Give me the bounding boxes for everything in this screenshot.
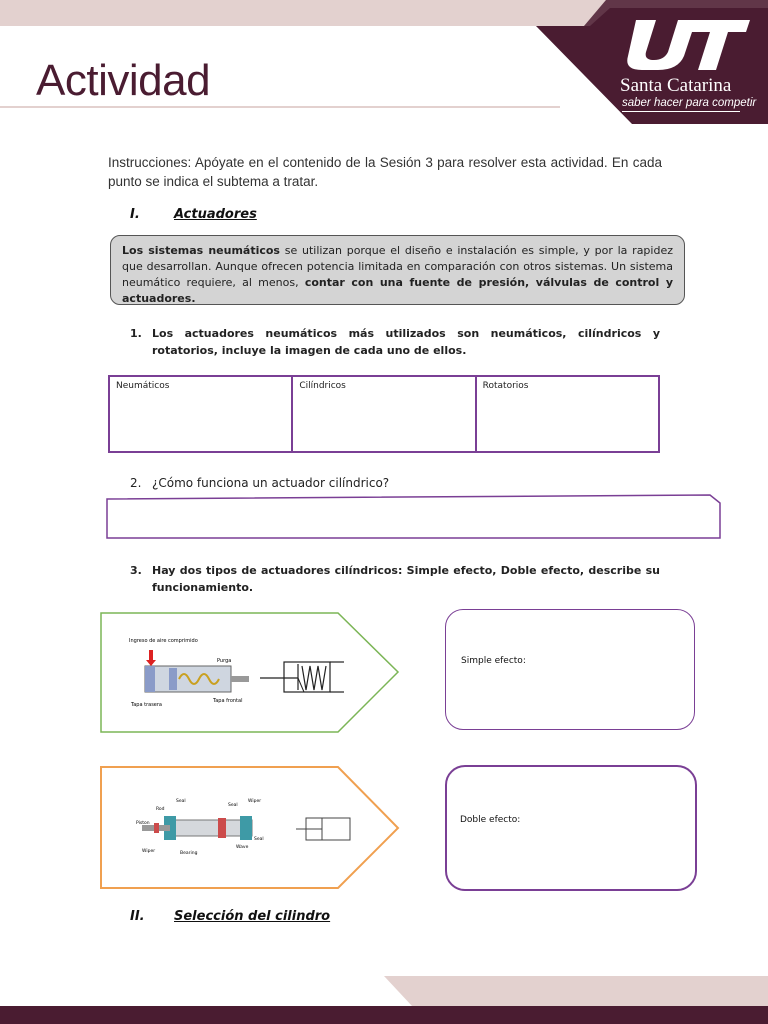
info-bold-2: contar con una fuente de presión, válvulas de control y actuadores. — [122, 276, 673, 305]
question-number: 1. — [130, 327, 142, 340]
fig2-label-seal-2: Seal — [228, 803, 238, 808]
fig1-label-purga: Purga — [217, 658, 232, 664]
question-text: Hay dos tipos de actuadores cilíndricos: Simple efecto, Doble efecto, describe su funcionamiento. — [152, 564, 660, 594]
header-divider — [0, 106, 560, 108]
section-title: Actuadores — [174, 207, 257, 222]
fig2-label-wave: Wave — [236, 845, 249, 850]
section-number: I. — [130, 207, 140, 222]
double-cylinder-icon — [136, 794, 270, 860]
simple-effect-symbol-icon — [260, 656, 346, 700]
double-effect-label: Doble efecto: — [460, 815, 521, 825]
fig1-label-ingreso: Ingreso de aire comprimido — [129, 638, 198, 644]
info-box — [110, 235, 685, 305]
simple-effect-answer-box[interactable] — [445, 609, 695, 730]
section-heading-seleccion — [130, 909, 330, 924]
fig2-label-piston: Piston — [136, 821, 150, 826]
section-number: II. — [130, 909, 145, 924]
fig2-label-seal-3: Seal — [254, 837, 264, 842]
fig1-label-tapa-trasera: Tapa trasera — [131, 702, 162, 708]
actuators-table — [108, 375, 660, 453]
question-2 — [130, 475, 660, 492]
logo-name: Santa Catarina — [620, 75, 732, 96]
info-bold-1: Los sistemas neumáticos — [122, 244, 280, 257]
question-1 — [130, 325, 660, 359]
simple-cylinder-icon — [125, 636, 255, 710]
question-3 — [130, 562, 660, 596]
fig2-label-seal: Seal — [176, 799, 186, 804]
fig2-label-rod: Rod — [156, 807, 165, 812]
table-cell-neumaticos[interactable]: Neumáticos — [110, 377, 293, 451]
section-title: Selección del cilindro — [174, 909, 331, 924]
double-effect-answer-box[interactable] — [445, 765, 697, 891]
instructions: Instrucciones: Apóyate en el contenido de la Sesión 3 para resolver esta actividad. En cada punto se indica el subtema a tratar. — [108, 155, 662, 189]
simple-effect-label: Simple efecto: — [461, 656, 526, 666]
fig2-label-wiper: Wiper — [142, 849, 156, 854]
logo-tagline: saber hacer para competir — [622, 97, 757, 109]
fig1-label-tapa-frontal: Tapa frontal — [213, 698, 243, 704]
table-cell-cilindricos[interactable]: Cilíndricos — [293, 377, 476, 451]
section-heading-actuadores — [130, 207, 257, 222]
answer-box-q2[interactable] — [104, 493, 724, 541]
question-number: 2. — [130, 476, 142, 490]
footer-band — [0, 1006, 768, 1024]
info-text-1: se utilizan porque el diseño e instalación es simple, y por la rapidez que desarrollan. Aunque ofrecen potencia limitada en comparación con otros sistemas. Un sistema neumático requiere, al menos, — [122, 244, 673, 289]
question-text: Los actuadores neumáticos más utilizados son neumáticos, cilíndricos y rotatorios, incluye la imagen de cada uno de ellos. — [152, 327, 660, 357]
table-cell-rotatorios[interactable]: Rotatorios — [482, 381, 529, 391]
page-title: Actividad — [36, 56, 211, 105]
fig2-label-bearing: Bearing — [180, 851, 198, 856]
double-effect-symbol-icon — [296, 814, 352, 844]
footer-accent — [384, 976, 768, 1006]
question-number: 3. — [130, 564, 142, 577]
logo-rule — [622, 111, 740, 112]
question-text: ¿Cómo funciona un actuador cilíndrico? — [152, 476, 390, 490]
ut-logo-icon — [622, 16, 752, 72]
fig2-label-wiper-2: Wiper — [248, 799, 262, 804]
